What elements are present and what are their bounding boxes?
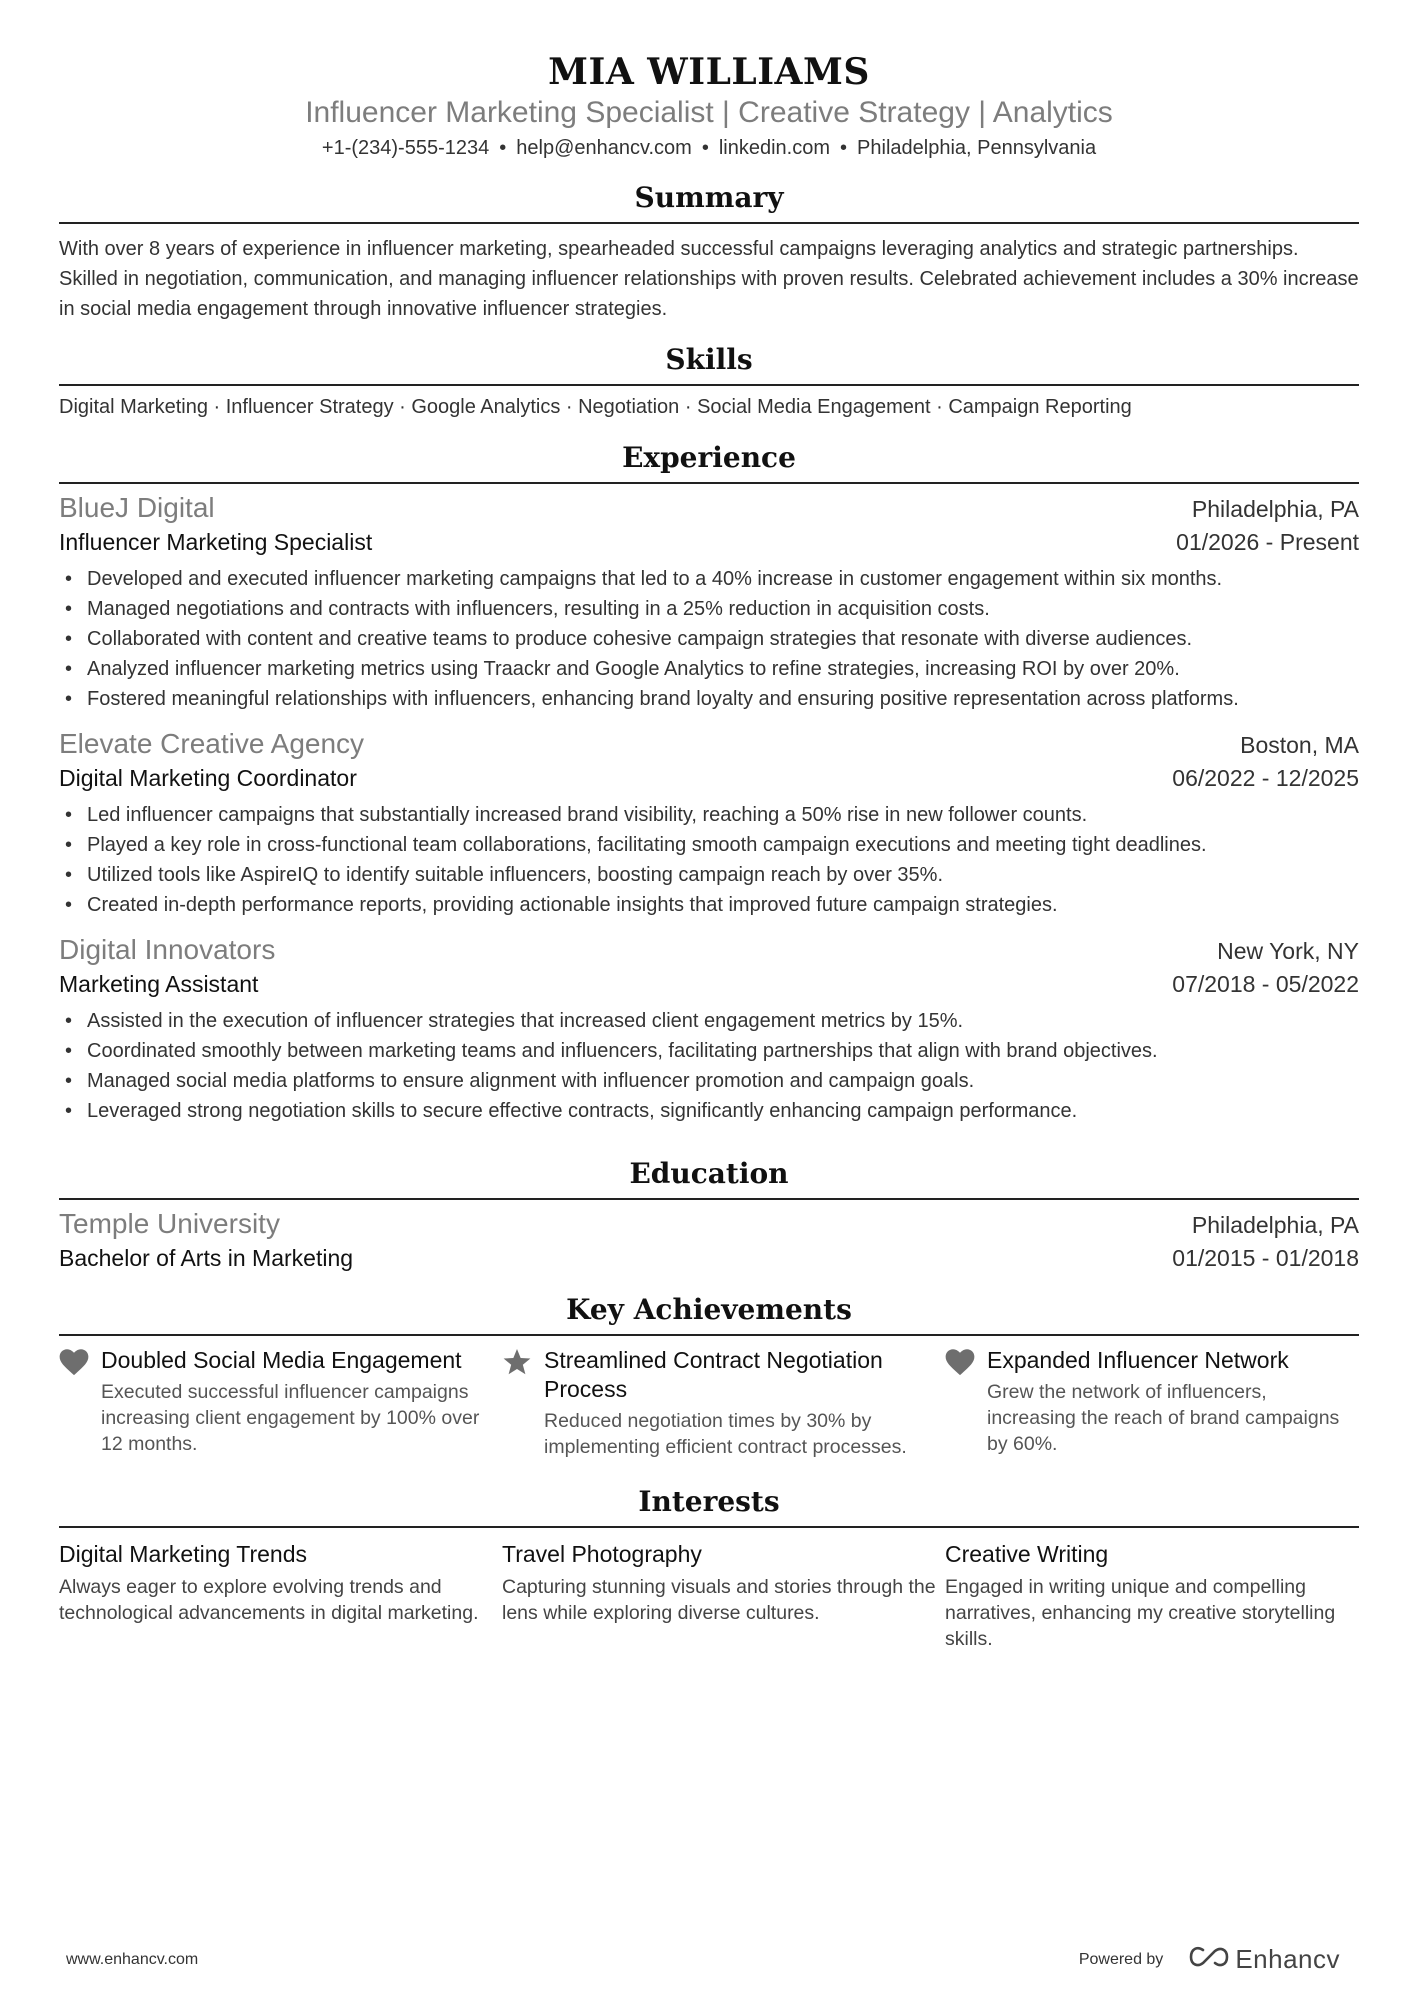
job-entry [59, 726, 1359, 920]
resume-header [59, 0, 1359, 162]
location-text: Philadelphia, Pennsylvania [857, 137, 1097, 159]
skills-section [59, 342, 1359, 422]
job-bullet: • Created in-depth performance reports, providing actionable insights that improved future campaign strategies. [59, 890, 1359, 920]
interests-grid [59, 1538, 1359, 1652]
achievement-description: Reduced negotiation times by 30% by implementing efficient contract processes. [544, 1410, 907, 1458]
job-title: Marketing Assistant [59, 971, 259, 997]
skills-list: Digital Marketing · Influencer Strategy · Google Analytics · Negotiation · Social Media Engagement · Campaign Reporting [59, 396, 1132, 418]
achievements-grid [59, 1346, 1359, 1460]
education-entry [59, 1206, 1359, 1274]
section-divider [59, 1334, 1359, 1336]
interests-section [59, 1484, 1359, 1652]
contact-line [59, 134, 1359, 162]
job-bullet: • Led influencer campaigns that substantially increased brand visibility, reaching a 50% rise in new follower counts. [59, 800, 1359, 830]
company-name: Elevate Creative Agency [59, 728, 365, 759]
achievement-description: Executed successful influencer campaigns increasing client engagement by 100% over 12 months. [101, 1381, 480, 1455]
footer-url[interactable]: www.enhancv.com [66, 1950, 199, 1968]
job-bullets [59, 1006, 1359, 1126]
interest-title: Creative Writing [945, 1541, 1109, 1567]
candidate-name: MIA WILLIAMS [548, 51, 870, 93]
linkedin-link[interactable]: linkedin.com [718, 137, 831, 159]
job-bullet: • Managed social media platforms to ensure alignment with influencer promotion and campaign goals. [59, 1066, 1359, 1096]
achievement-item [59, 1346, 502, 1460]
achievement-title: Streamlined Contract Negotiation Process [544, 1347, 883, 1402]
interest-item [502, 1538, 945, 1652]
section-title-summary: Summary [634, 181, 784, 214]
job-title: Influencer Marketing Specialist [59, 529, 373, 555]
job-bullet: • Managed negotiations and contracts with influencers, resulting in a 25% reduction in acquisition costs. [59, 594, 1359, 624]
job-bullet: • Analyzed influencer marketing metrics using Traackr and Google Analytics to refine strategies, increasing ROI by over 20%. [59, 654, 1359, 684]
section-title-achievements: Key Achievements [566, 1293, 852, 1326]
degree-name: Bachelor of Arts in Marketing [59, 1245, 354, 1271]
powered-by-label: Powered by [1078, 1950, 1164, 1968]
job-bullet: • Fostered meaningful relationships with influencers, enhancing brand loyalty and ensuring positive representation across platforms. [59, 684, 1359, 714]
school-name: Temple University [59, 1208, 280, 1239]
job-entry [59, 932, 1359, 1126]
resume-page [59, 0, 1359, 1652]
job-bullet: • Played a key role in cross-functional team collaborations, facilitating smooth campaign executions and meeting tight deadlines. [59, 830, 1359, 860]
section-divider [59, 1526, 1359, 1528]
company-name: BlueJ Digital [59, 492, 215, 523]
heart-icon [59, 1346, 101, 1460]
star-icon [502, 1346, 544, 1460]
interest-description: Engaged in writing unique and compelling narratives, enhancing my creative storytelling skills. [945, 1576, 1336, 1650]
contact-separator: • [701, 137, 709, 159]
interest-title: Digital Marketing Trends [59, 1541, 307, 1567]
achievement-title: Expanded Influencer Network [987, 1347, 1289, 1373]
job-bullet: • Collaborated with content and creative teams to produce cohesive campaign strategies that resonate with diverse audiences. [59, 624, 1359, 654]
section-title-interests: Interests [638, 1485, 780, 1518]
company-name: Digital Innovators [59, 934, 276, 965]
job-bullets [59, 564, 1359, 714]
candidate-headline: Influencer Marketing Specialist | Creative Strategy | Analytics [305, 96, 1113, 129]
job-location: New York, NY [1217, 938, 1359, 964]
section-divider [59, 222, 1359, 224]
achievement-description: Grew the network of influencers, increasing the reach of brand campaigns by 60%. [987, 1381, 1340, 1455]
enhancv-logo-icon [1189, 1946, 1229, 1973]
job-bullet: • Developed and executed influencer marketing campaigns that led to a 40% increase in customer engagement within six months. [59, 564, 1359, 594]
school-location: Philadelphia, PA [1191, 1212, 1359, 1238]
email-link[interactable]: help@enhancv.com [516, 137, 692, 159]
interest-item [945, 1538, 1359, 1652]
achievement-item [945, 1346, 1359, 1460]
section-divider [59, 482, 1359, 484]
interest-description: Capturing stunning visuals and stories through the lens while exploring diverse cultures. [502, 1576, 936, 1624]
job-bullet: • Utilized tools like AspireIQ to identify suitable influencers, boosting campaign reach by over 35%. [59, 860, 1359, 890]
job-dates: 07/2018 - 05/2022 [1172, 971, 1359, 997]
experience-section [59, 440, 1359, 1126]
heart-icon [945, 1346, 987, 1460]
enhancv-brand: Enhancv [1235, 1944, 1340, 1974]
contact-separator: • [840, 137, 848, 159]
job-bullets [59, 800, 1359, 920]
job-entry [59, 490, 1359, 714]
phone-number: +1-(234)-555-1234 [321, 137, 490, 159]
section-divider [59, 1198, 1359, 1200]
summary-section [59, 180, 1359, 324]
job-bullet: • Assisted in the execution of influencer strategies that increased client engagement metrics by 15%. [59, 1006, 1359, 1036]
job-location: Philadelphia, PA [1191, 496, 1359, 522]
education-dates: 01/2015 - 01/2018 [1172, 1245, 1359, 1271]
contact-separator: • [499, 137, 507, 159]
section-divider [59, 384, 1359, 386]
page-footer [66, 1944, 1340, 1975]
summary-text: With over 8 years of experience in influencer marketing, spearheaded successful campaigns leveraging analytics and strategic partnerships. Skilled in negotiation, communication, and managing influencer relationships with proven results. Celebrated achievement includes a 30% increase in social media engagement through innovative influencer strategies. [59, 238, 1359, 320]
section-title-education: Education [629, 1157, 789, 1190]
section-title-skills: Skills [665, 343, 753, 376]
achievements-section [59, 1292, 1359, 1460]
interest-item [59, 1538, 502, 1652]
powered-by-block [1079, 1944, 1340, 1975]
job-title: Digital Marketing Coordinator [59, 765, 357, 791]
job-dates: 01/2026 - Present [1176, 529, 1359, 555]
section-title-experience: Experience [622, 441, 796, 474]
job-bullet: • Coordinated smoothly between marketing teams and influencers, facilitating partnerships that align with brand objectives. [59, 1036, 1359, 1066]
interest-title: Travel Photography [502, 1541, 702, 1567]
education-section [59, 1156, 1359, 1274]
achievement-title: Doubled Social Media Engagement [101, 1347, 462, 1373]
job-bullet: • Leveraged strong negotiation skills to secure effective contracts, significantly enhancing campaign performance. [59, 1096, 1359, 1126]
achievement-item [502, 1346, 945, 1460]
job-location: Boston, MA [1240, 732, 1359, 758]
job-dates: 06/2022 - 12/2025 [1172, 765, 1359, 791]
interest-description: Always eager to explore evolving trends and technological advancements in digital marketing. [59, 1576, 479, 1624]
